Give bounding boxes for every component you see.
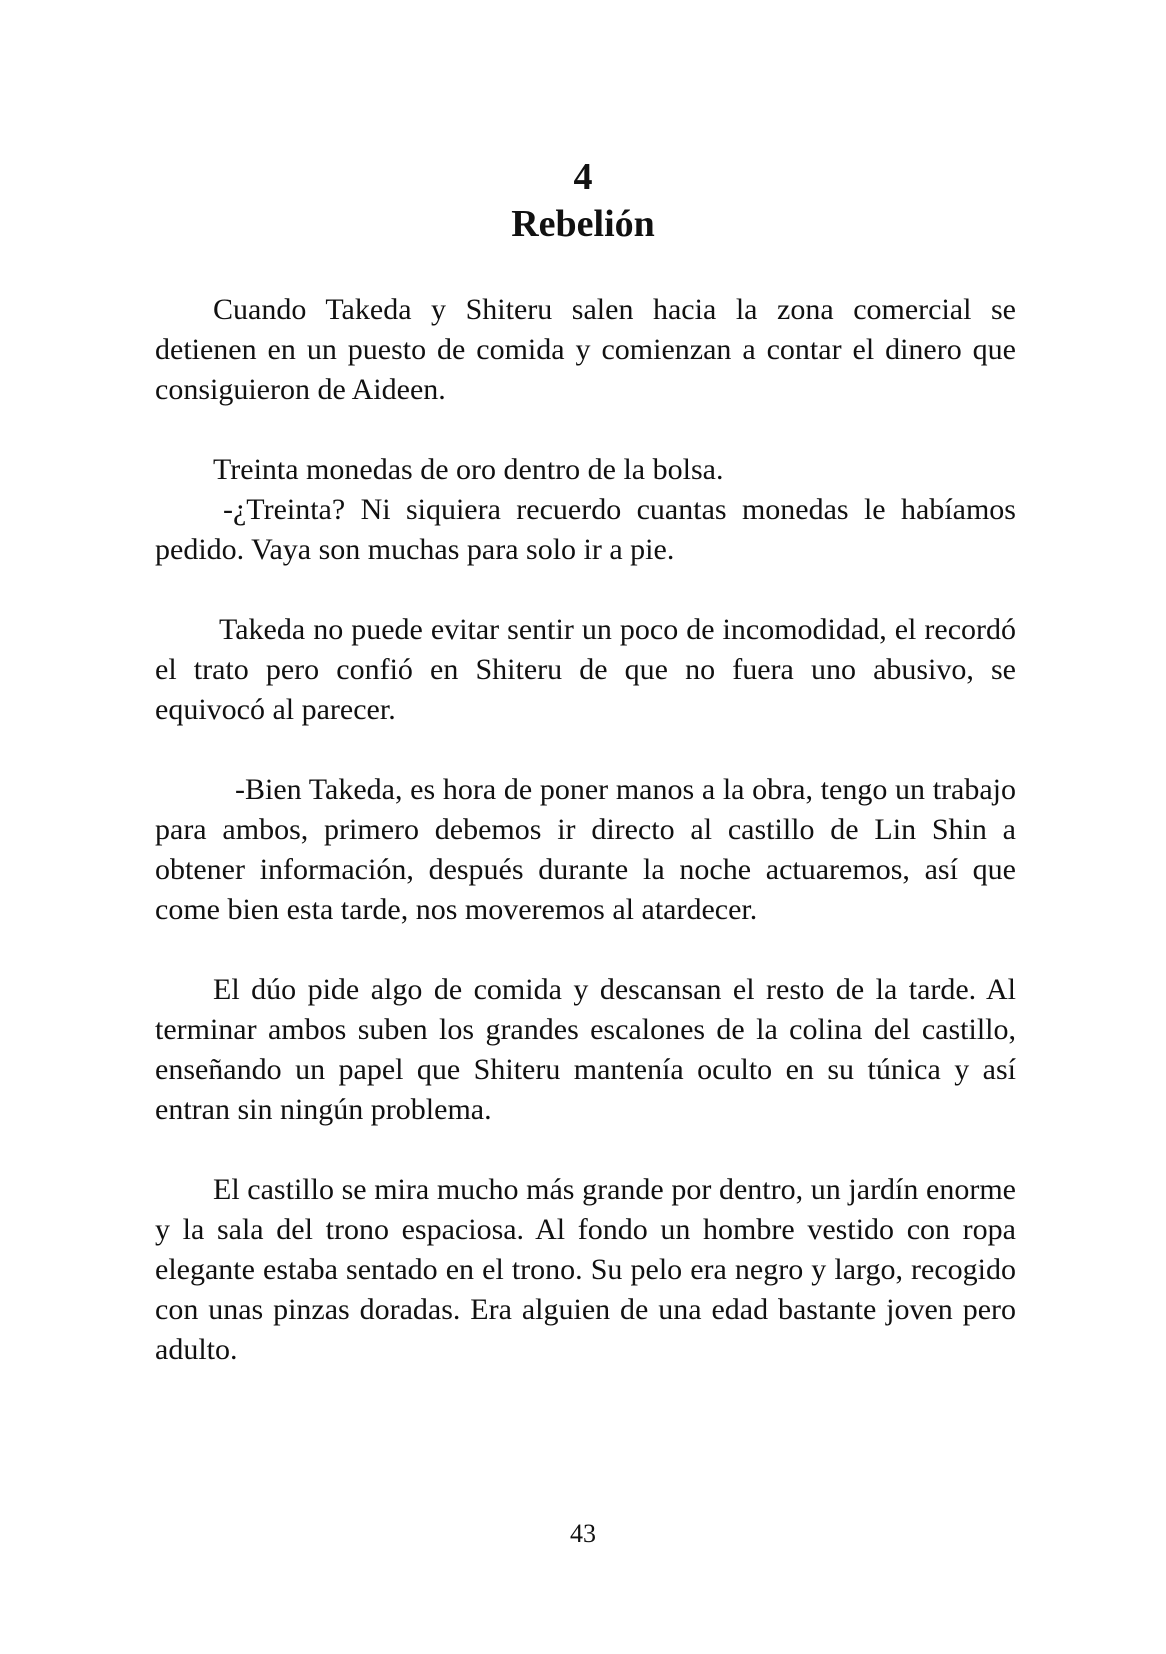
paragraph-gap [155,570,1016,610]
paragraph-1: Cuando Takeda y Shiteru salen hacia la zona comercial se detienen en un puesto de comida y comienzan a contar el dinero que consiguieron de Aideen. [155,293,1016,406]
paragraph-2: Treinta monedas de oro dentro de la bolsa. [213,453,724,486]
chapter-number: 4 [573,156,593,198]
chapter-title: Rebelión [511,203,655,245]
paragraph-4: Takeda no puede evitar sentir un poco de incomodidad, el recordó el trato pero confió en Shiteru de que no fuera uno abusivo, se equivocó al parecer. [155,613,1016,726]
paragraph-gap [155,410,1016,450]
paragraph-3: -¿Treinta? Ni siquiera recuerdo cuantas monedas le habíamos pedido. Vaya son muchas para solo ir a pie. [155,493,1016,566]
chapter-body [155,290,1016,1370]
paragraph-5: -Bien Takeda, es hora de poner manos a la obra, tengo un trabajo para ambos, primero debemos ir directo al castillo de Lin Shin a obtener información, después durante la noche actuaremos, así que come bien esta tarde, nos moveremos al atardecer. [155,773,1016,926]
paragraph-6: El dúo pide algo de comida y descansan el resto de la tarde. Al terminar ambos suben los grandes escalones de la colina del castillo, enseñando un papel que Shiteru mantenía oculto en su túnica y así entran sin ningún problema. [155,973,1016,1126]
paragraph-gap [155,930,1016,970]
paragraph-gap [155,730,1016,770]
paragraph-7: El castillo se mira mucho más grande por dentro, un jardín enorme y la sala del trono espaciosa. Al fondo un hombre vestido con ropa elegante estaba sentado en el trono. Su pelo era negro y largo, recogido con unas pinzas doradas. Era alguien de una edad bastante joven pero adulto. [155,1173,1016,1366]
page-number: 43 [570,1519,596,1548]
paragraph-gap [155,1130,1016,1170]
